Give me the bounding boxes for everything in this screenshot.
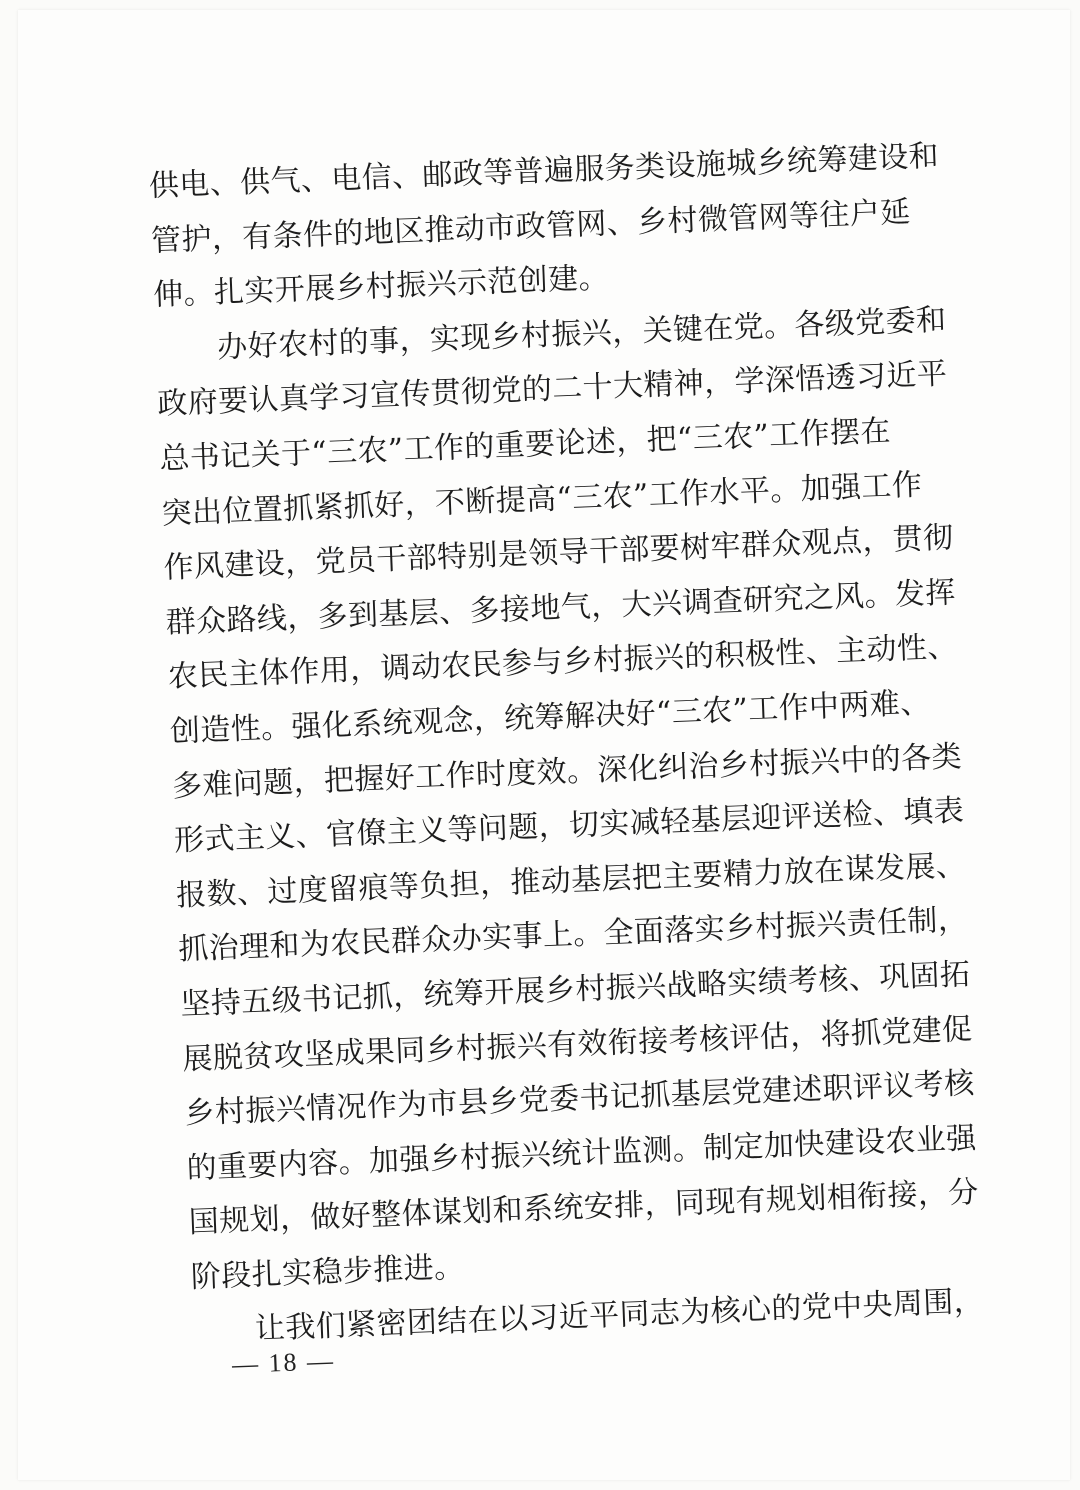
text-line: 多难问题，把握好工作时度效。深化纠治乡村振兴中的各类: [171, 738, 963, 805]
text-line: 让我们紧密团结在以习近平同志为核心的党中央周围，: [254, 1284, 985, 1348]
text-line: 国规划，做好整体谋划和系统安排，同现有规划相衔接，分: [188, 1175, 980, 1241]
text-line: 群众路线，多到基层、多接地气，大兴调查研究之风。发挥: [165, 575, 957, 641]
text-line: 政府要认真学习宣传贯彻党的二十大精神，学深悟透习近平: [156, 356, 948, 423]
text-line: 抓治理和为农民群众办实事上。全面落实乡村振兴责任制，: [177, 902, 969, 968]
text-line: 阶段扎实稳步推进。: [190, 1249, 466, 1296]
text-line: 创造性。强化系统观念，统筹解决好“三农”工作中两难、: [169, 685, 932, 750]
text-line: 作风建设，党员干部特别是领导干部要树牢群众观点，贯彻: [163, 520, 955, 586]
text-line: 形式主义、官僚主义等问题，切实减轻基层迎评送检、填表: [173, 793, 965, 859]
text-line: 办好农村的事，实现乡村振兴，关键在党。各级党委和: [216, 302, 948, 366]
text-line: 坚持五级书记抓，统筹开展乡村振兴战略实绩考核、巩固拓: [179, 956, 971, 1023]
text-line: 突出位置抓紧抓好，不断提高“三农”工作水平。加强工作: [160, 467, 923, 532]
page-number: — 18 —: [231, 1346, 336, 1379]
text-line: 的重要内容。加强乡村振兴统计监测。制定加快建设农业强: [186, 1120, 978, 1186]
text-line: 农民主体作用，调动农民参与乡村振兴的积极性、主动性、: [167, 629, 959, 695]
text-line: 管护，有条件的地区推动市政管网、乡村微管网等往户延: [150, 194, 912, 259]
text-line: 供电、供气、电信、邮政等普遍服务类设施城乡统筹建设和: [148, 138, 940, 204]
text-line: 报数、过度留痕等负担，推动基层把主要精力放在谋发展、: [175, 847, 967, 914]
text-line: 伸。扎实开展乡村振兴示范创建。: [152, 260, 610, 314]
body-text: [148, 128, 1023, 1360]
text-line: 总书记关于“三农”工作的重要论述，把“三农”工作摆在: [158, 413, 892, 477]
text-line: 展脱贫攻坚成果同乡村振兴有效衔接考核评估，将抓党建促: [181, 1011, 974, 1077]
text-line: 乡村振兴情况作为市县乡党委书记抓基层党建述职评议考核: [183, 1066, 976, 1132]
